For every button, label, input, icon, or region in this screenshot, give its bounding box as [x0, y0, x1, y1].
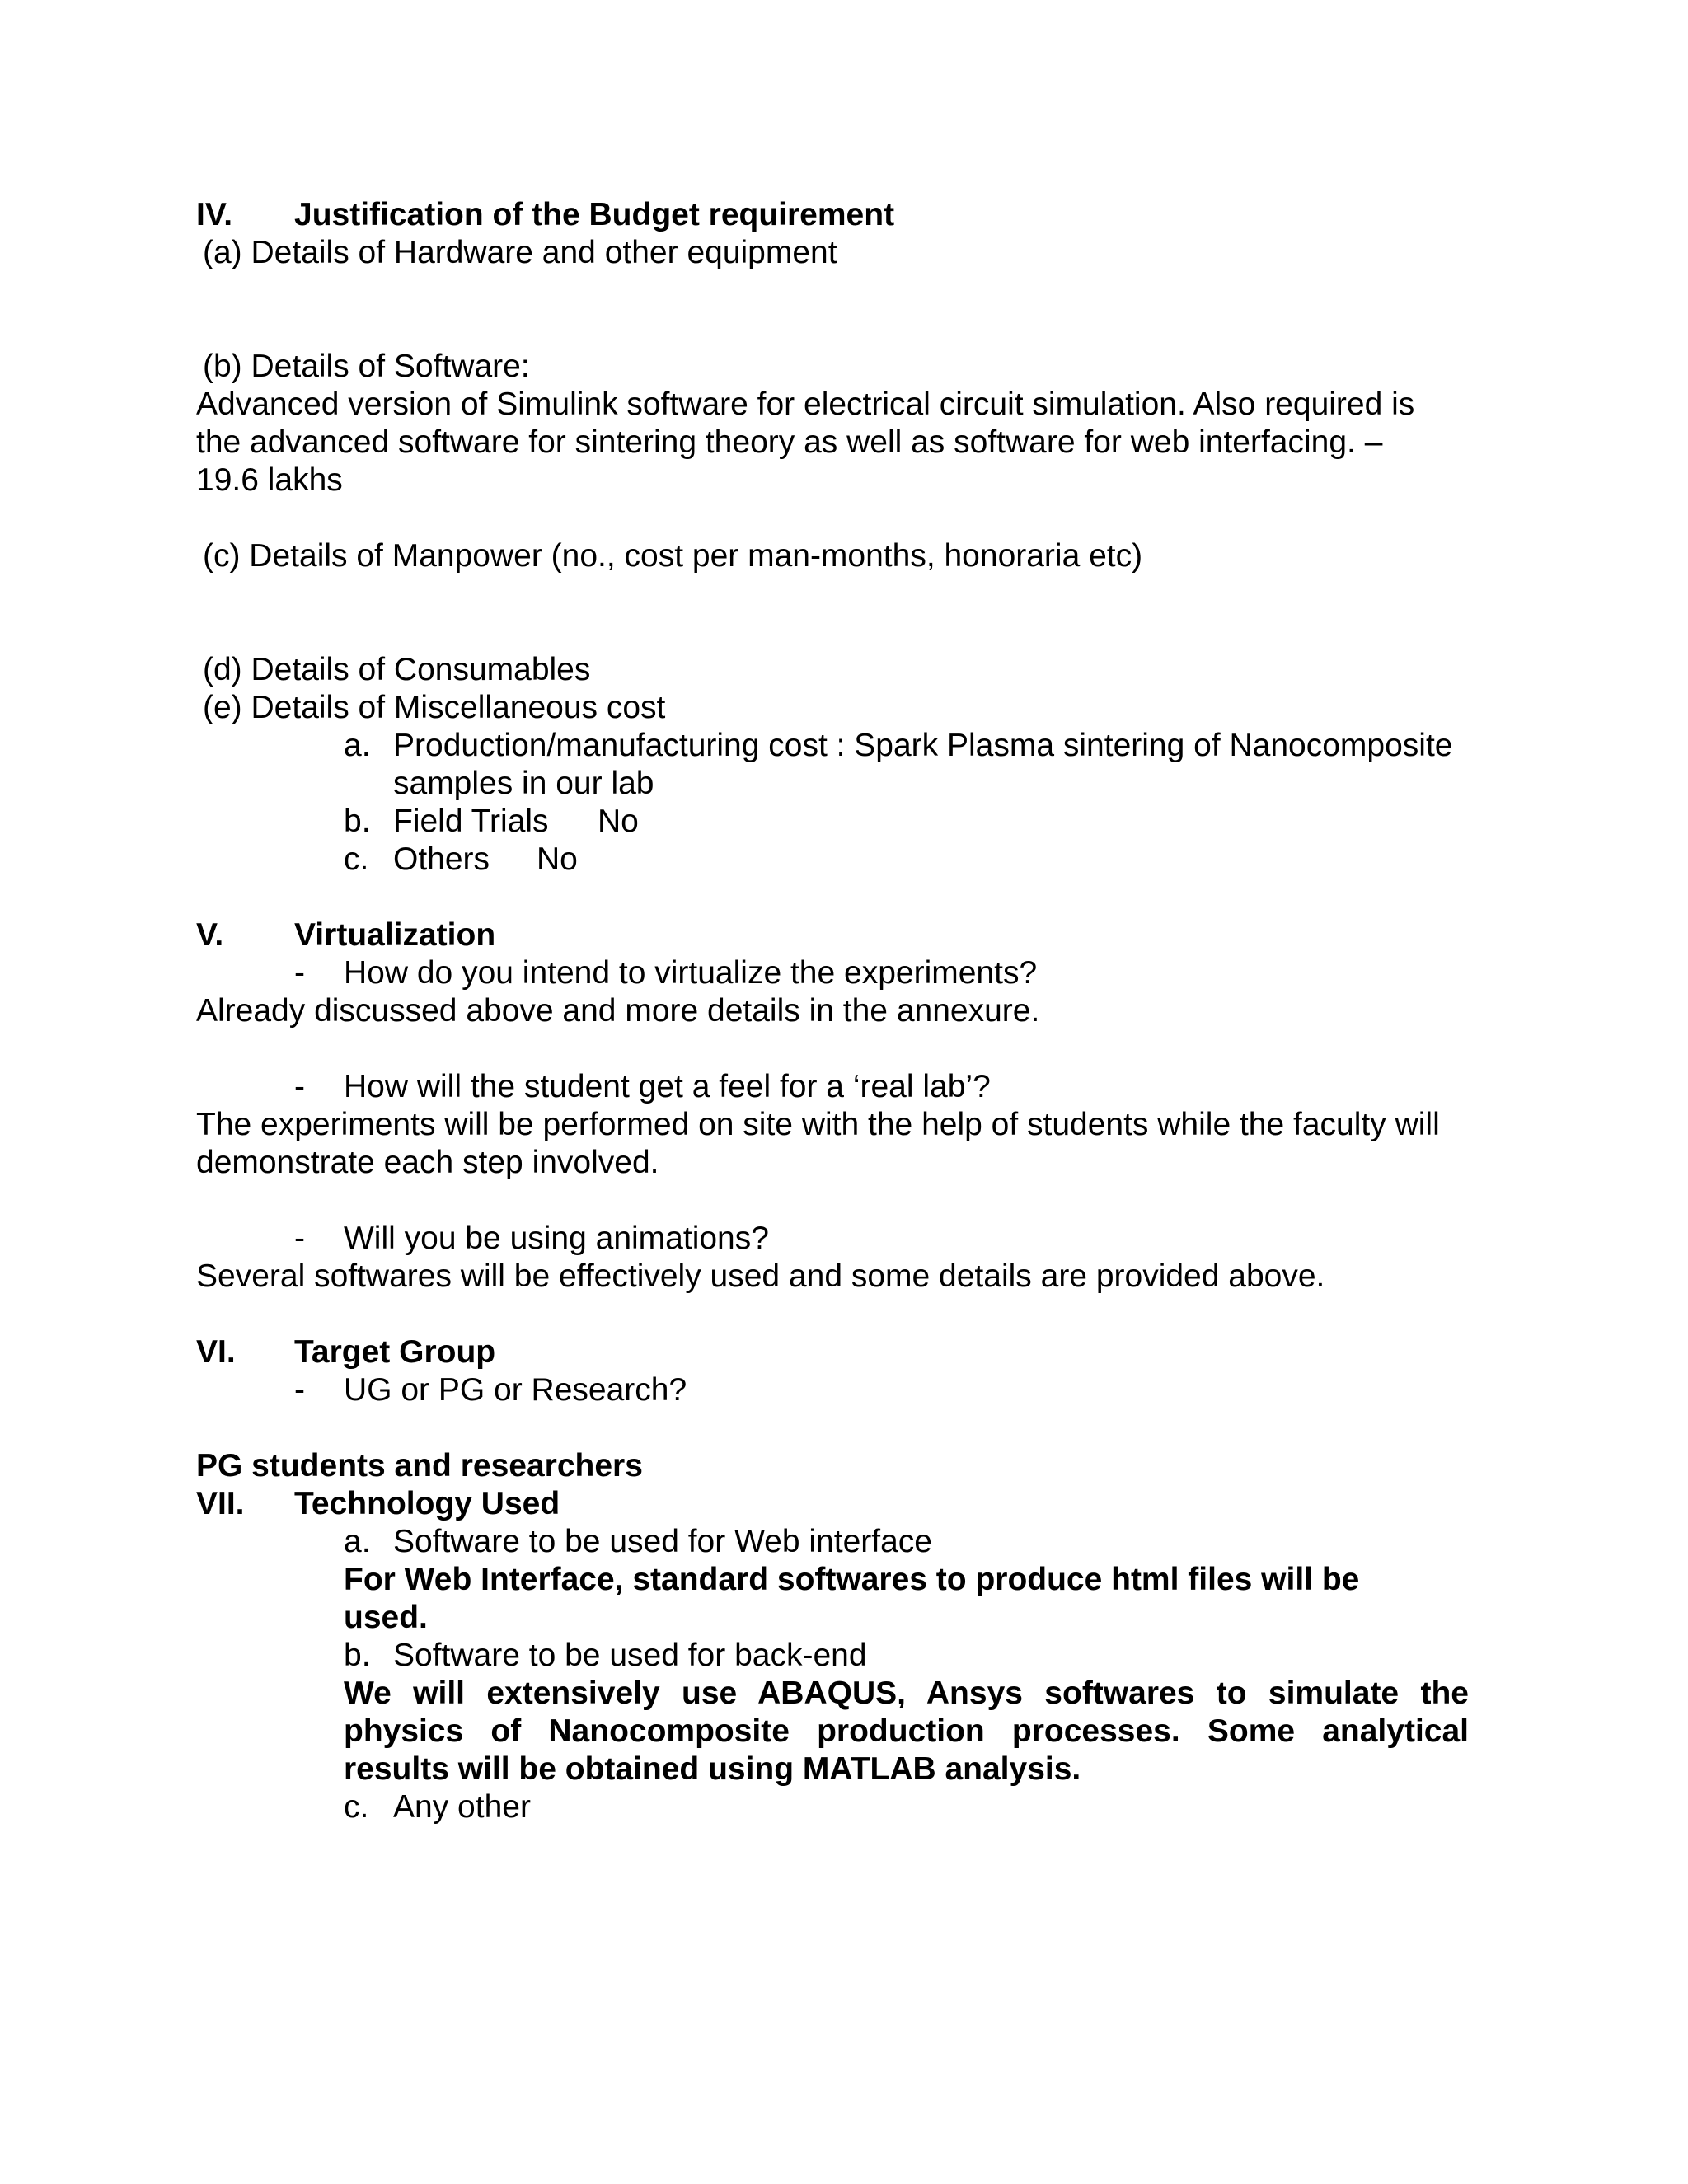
- v-q2-dash: -: [294, 1069, 305, 1104]
- software-details-label: (b) Details of Software:: [203, 349, 530, 384]
- consumables-details-label: (d) Details of Consumables: [203, 652, 591, 687]
- vii-item-c-marker: c.: [344, 1789, 369, 1825]
- misc-item-b-value: No: [598, 804, 639, 839]
- vii-item-a-answer-line-2: used.: [344, 1600, 428, 1635]
- vi-answer: PG students and researchers: [196, 1448, 643, 1483]
- misc-item-b-marker: b.: [344, 804, 371, 839]
- vii-item-a-label: Software to be used for Web interface: [393, 1524, 932, 1559]
- vi-q-dash: -: [294, 1372, 305, 1408]
- manpower-details-label: (c) Details of Manpower (no., cost per man-months, honoraria etc): [203, 538, 1143, 574]
- vii-item-b-label: Software to be used for back-end: [393, 1638, 867, 1673]
- vi-question: UG or PG or Research?: [344, 1372, 687, 1408]
- software-text-line-1: Advanced version of Simulink software for electrical circuit simulation. Also required is: [196, 387, 1415, 422]
- vii-item-c-label: Any other: [393, 1789, 531, 1825]
- section-vii-title: Technology Used: [294, 1486, 560, 1521]
- section-v-title: Virtualization: [294, 917, 496, 953]
- misc-item-c-label: Others: [393, 841, 490, 877]
- v-q1-dash: -: [294, 955, 305, 991]
- misc-item-c-marker: c.: [344, 841, 369, 877]
- v-q2-answer-line-2: demonstrate each step involved.: [196, 1145, 659, 1180]
- v-q3-dash: -: [294, 1221, 305, 1256]
- section-iv-title: Justification of the Budget requirement: [294, 197, 895, 232]
- vii-item-b-answer-line-2: physics of Nanocomposite production processes. Some analytical: [344, 1713, 1469, 1749]
- software-text-line-3: 19.6 lakhs: [196, 462, 343, 498]
- v-q3-answer-line-1: Several softwares will be effectively used and some details are provided above.: [196, 1258, 1325, 1294]
- section-vi-number: VI.: [196, 1334, 236, 1370]
- misc-item-b-label: Field Trials: [393, 804, 549, 839]
- section-vi-title: Target Group: [294, 1334, 496, 1370]
- vii-item-a-answer-line-1: For Web Interface, standard softwares to produce html files will be: [344, 1562, 1360, 1597]
- v-q2-question: How will the student get a feel for a ‘real lab’?: [344, 1069, 991, 1104]
- misc-item-a-marker: a.: [344, 728, 371, 763]
- software-text-line-2: the advanced software for sintering theory as well as software for web interfacing. –: [196, 424, 1383, 460]
- vii-item-b-answer-line-3: results will be obtained using MATLAB analysis.: [344, 1751, 1081, 1787]
- hardware-details-label: (a) Details of Hardware and other equipment: [203, 235, 837, 270]
- misc-item-c-value: No: [537, 841, 578, 877]
- misc-item-a-line-1: Production/manufacturing cost : Spark Plasma sintering of Nanocomposite: [393, 728, 1453, 763]
- section-iv-number: IV.: [196, 197, 233, 232]
- v-q3-question: Will you be using animations?: [344, 1221, 769, 1256]
- vii-item-b-answer-line-1: We will extensively use ABAQUS, Ansys softwares to simulate the: [344, 1675, 1469, 1711]
- vii-item-b-marker: b.: [344, 1638, 371, 1673]
- misc-details-label: (e) Details of Miscellaneous cost: [203, 690, 666, 725]
- v-q1-answer-line-1: Already discussed above and more details in the annexure.: [196, 993, 1040, 1029]
- misc-item-a-line-2: samples in our lab: [393, 766, 654, 801]
- v-q2-answer-line-1: The experiments will be performed on site with the help of students while the faculty will: [196, 1107, 1440, 1142]
- v-q1-question: How do you intend to virtualize the experiments?: [344, 955, 1038, 991]
- vii-item-a-marker: a.: [344, 1524, 371, 1559]
- section-v-number: V.: [196, 917, 224, 953]
- section-vii-number: VII.: [196, 1486, 245, 1521]
